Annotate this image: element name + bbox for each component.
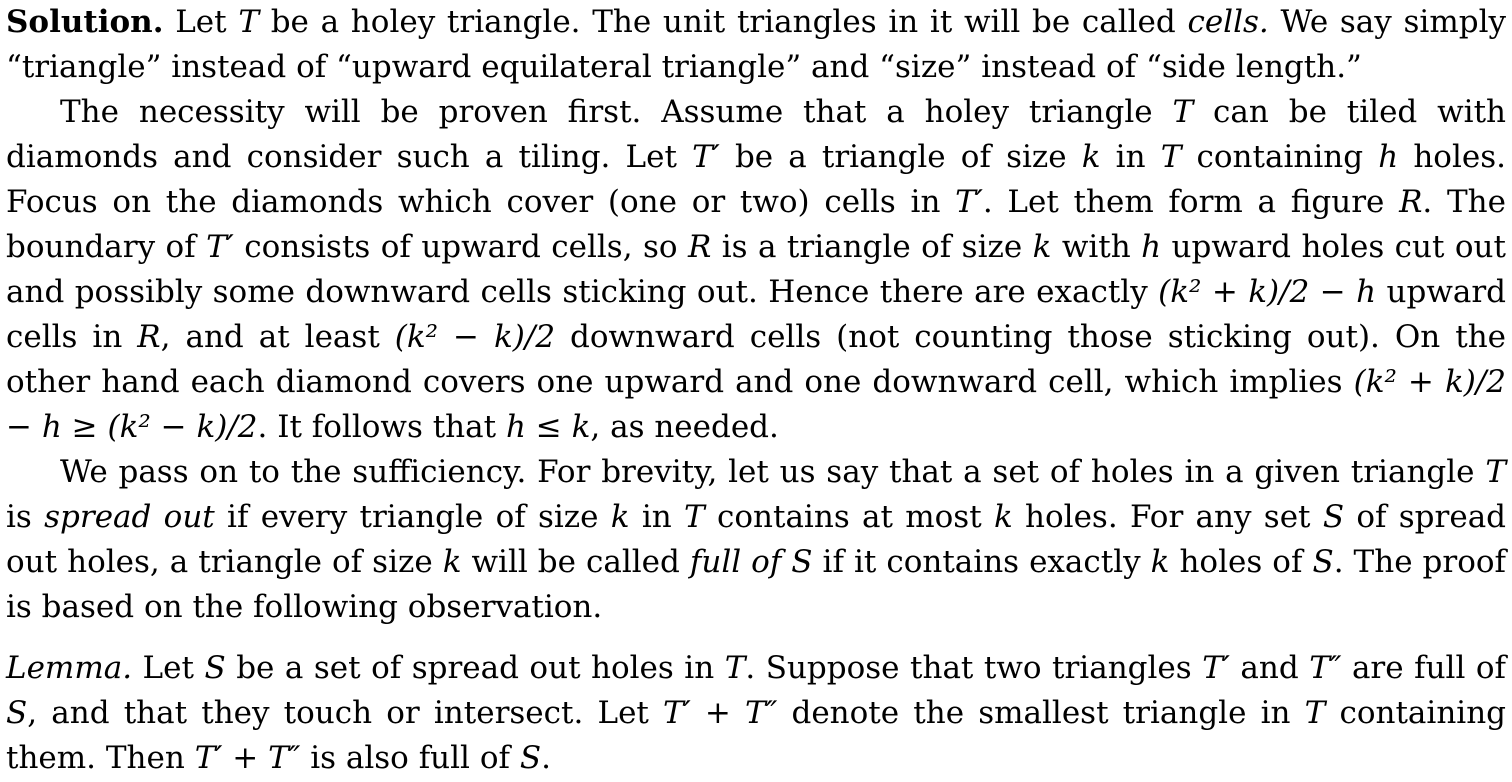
text-run: be a set of spread out holes in bbox=[225, 650, 725, 686]
lemma-label: Lemma. bbox=[6, 650, 133, 686]
text-run: . bbox=[541, 740, 551, 776]
math-var: T bbox=[1172, 94, 1194, 130]
text-run: Let bbox=[132, 650, 205, 686]
math-var: S bbox=[1322, 499, 1345, 535]
math-var: T bbox=[1160, 139, 1182, 175]
text-run: consists of upward cells, so bbox=[233, 229, 688, 265]
solution-paragraph bbox=[6, 0, 1506, 90]
math-expression: T′ + T″ bbox=[663, 695, 778, 731]
math-var: k bbox=[1081, 139, 1101, 175]
math-var: T bbox=[1304, 695, 1326, 731]
math-var: h bbox=[1378, 139, 1399, 175]
text-run: upward holes cut out and possibly some downward cells sticking out. Hence there are exactly bbox=[6, 229, 1506, 310]
text-run: . The boundary of bbox=[6, 184, 1506, 265]
math-var: R bbox=[137, 319, 161, 355]
math-expression: (k² + k)/2 − h bbox=[1158, 274, 1377, 310]
text-run: downward cells (not counting those sticking out). On the other hand each diamond covers one upward and one downward cell, which implies bbox=[6, 319, 1507, 400]
text-run: and bbox=[1229, 650, 1310, 686]
text-run: upward cells in bbox=[6, 274, 1507, 355]
text-run: in bbox=[1100, 139, 1161, 175]
math-var: T bbox=[238, 4, 259, 40]
math-var: k bbox=[1150, 544, 1170, 580]
math-expression: (k² − k)/2 bbox=[394, 319, 556, 355]
math-var: R bbox=[687, 229, 712, 265]
text-run: if every triangle of size bbox=[214, 499, 611, 535]
math-var: T′ bbox=[955, 184, 983, 220]
text-run: Let bbox=[163, 4, 239, 40]
term-cells: cells. bbox=[1187, 4, 1269, 40]
text-run: . The proof is based on the following observation. bbox=[6, 544, 1507, 625]
math-var: k bbox=[610, 499, 630, 535]
math-var: T bbox=[684, 499, 705, 535]
math-var: R bbox=[1399, 184, 1423, 220]
text-run: , and at least bbox=[160, 319, 395, 355]
text-run: holes. Focus on the diamonds which cover (one or two) cells in bbox=[6, 139, 1506, 220]
text-run: contains at most bbox=[704, 499, 994, 535]
text-run: holes of bbox=[1169, 544, 1313, 580]
sufficiency-paragraph bbox=[6, 450, 1506, 630]
text-run: , and that they touch or intersect. Let bbox=[27, 695, 664, 731]
text-run: The necessity will be proven first. Assume that a holey triangle bbox=[60, 94, 1173, 130]
math-var: k bbox=[442, 544, 462, 580]
text-run: if it contains exactly bbox=[812, 544, 1151, 580]
math-var: T″ bbox=[1309, 650, 1342, 686]
text-run: is also full of bbox=[300, 740, 520, 776]
text-run: . Suppose that two triangles bbox=[745, 650, 1203, 686]
term-spread-out: spread out bbox=[44, 499, 215, 535]
text-run: containing bbox=[1181, 139, 1379, 175]
text-run: denote the smallest triangle in bbox=[777, 695, 1305, 731]
math-inequality: (k² + k)/2 − h ≥ (k² − k)/2 bbox=[6, 364, 1506, 445]
text-run: We say simply “triangle” instead of “upward equilateral triangle” and “size” instead of “side length.” bbox=[6, 4, 1506, 85]
math-var: T bbox=[1485, 454, 1506, 490]
term-full-of-s: full of S bbox=[689, 544, 813, 580]
text-run: containing them. Then bbox=[6, 695, 1507, 776]
math-var: S bbox=[6, 695, 28, 731]
text-run: . It follows that bbox=[257, 409, 506, 445]
math-var: T bbox=[724, 650, 746, 686]
text-run: . Let them form a figure bbox=[982, 184, 1400, 220]
math-var: k bbox=[993, 499, 1013, 535]
math-inequality: h ≤ k bbox=[505, 409, 591, 445]
text-run: can be tiled with diamonds and consider such a tiling. Let bbox=[6, 94, 1507, 175]
text-run: is bbox=[6, 499, 45, 535]
text-run: with bbox=[1051, 229, 1142, 265]
text-run: be a holey triangle. The unit triangles in it will be called bbox=[259, 4, 1188, 40]
text-run: , as needed. bbox=[590, 409, 779, 445]
text-run: be a triangle of size bbox=[719, 139, 1082, 175]
lemma-paragraph bbox=[6, 646, 1506, 781]
math-var: T′ bbox=[1202, 650, 1230, 686]
text-run: will be called bbox=[461, 544, 690, 580]
math-var: S bbox=[1312, 544, 1334, 580]
text-run: We pass on to the sufficiency. For brevity, let us say that a set of holes in a given triangle bbox=[60, 454, 1486, 490]
math-var: T′ bbox=[692, 139, 720, 175]
text-run: holes. For any set bbox=[1012, 499, 1323, 535]
text-run: is a triangle of size bbox=[711, 229, 1033, 265]
math-var: h bbox=[1141, 229, 1162, 265]
text-run: in bbox=[629, 499, 685, 535]
math-var: k bbox=[1032, 229, 1052, 265]
math-var: S bbox=[204, 650, 226, 686]
math-var: S bbox=[519, 740, 542, 776]
text-run: of spread out holes, a triangle of size bbox=[6, 499, 1507, 580]
necessity-paragraph bbox=[6, 90, 1506, 450]
math-var: T′ bbox=[206, 229, 234, 265]
text-run: are full of bbox=[1341, 650, 1506, 686]
solution-heading: Solution. bbox=[6, 4, 164, 40]
math-expression: T′ + T″ bbox=[194, 740, 301, 776]
